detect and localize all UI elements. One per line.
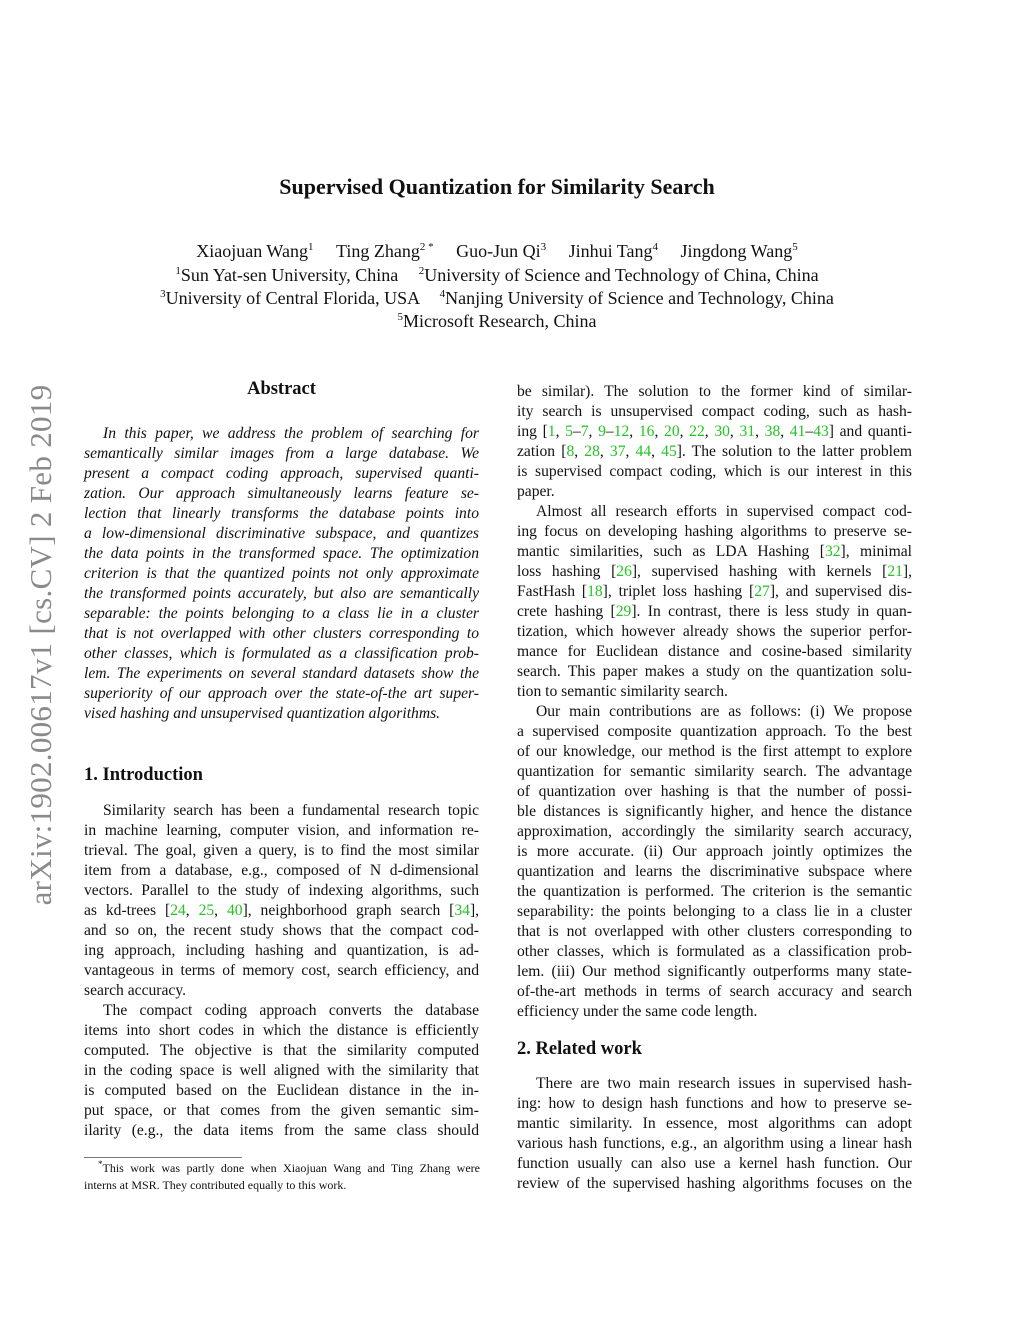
- paragraph: [517, 502, 912, 702]
- aff-name: University of Science and Technology of China, China: [424, 265, 819, 285]
- citation-link[interactable]: 22: [689, 423, 705, 440]
- footnote: [84, 1160, 480, 1194]
- text-line: mantic similarities, such as LDA Hashing [32], minimal: [517, 543, 912, 560]
- text-line: be similar). The solution to the former kind of similar-: [517, 383, 912, 400]
- author-name: Guo-Jun Qi: [456, 241, 541, 261]
- aff-sup: 4: [439, 288, 446, 300]
- affiliation: [419, 265, 819, 285]
- section-heading-related-work: 2. Related work: [517, 1039, 642, 1059]
- citation-link[interactable]: 28: [584, 443, 600, 460]
- paragraph: [517, 382, 912, 502]
- paper-title: Supervised Quantization for Similarity Search: [279, 174, 715, 199]
- citation-link[interactable]: 7: [580, 423, 589, 440]
- text-line: Almost all research efforts in supervised compact cod-: [536, 503, 912, 520]
- text-line: mance for Euclidean distance and cosine-based similarity: [517, 643, 912, 660]
- author: [681, 241, 798, 261]
- text-line: other classes, which is formulated as a classification prob-: [517, 943, 912, 960]
- abstract-body: [84, 424, 479, 724]
- citation-link[interactable]: 32: [824, 543, 841, 560]
- text-line: in machine learning, computer vision, and information re-: [84, 822, 479, 839]
- text-line: Similarity search has been a fundamental research topic: [103, 802, 479, 819]
- intro-right-column: [517, 382, 912, 1022]
- author: [336, 241, 434, 261]
- text-line: zation [8, 28, 37, 44, 45]. The solution to the latter problem: [517, 443, 912, 460]
- citation-link[interactable]: 12: [613, 423, 630, 440]
- text-line: various hash functions, e.g., an algorithm using a linear hash: [517, 1135, 912, 1152]
- author-name: Xiaojuan Wang: [196, 241, 308, 261]
- text-line: loss hashing [26], supervised hashing with kernels [21],: [517, 563, 913, 580]
- text-line: other classes, which is formulated as a classification prob-: [84, 645, 479, 662]
- aff-name: Nanjing University of Science and Technology, China: [445, 288, 834, 308]
- text-line: and so on, the recent study shows that the compact cod-: [84, 922, 479, 939]
- citation-link[interactable]: 34: [454, 902, 470, 919]
- author-sup: 2 *: [419, 241, 434, 253]
- text-line: ing approach, including hashing and quantization, is ad-: [84, 942, 479, 959]
- affiliation: [160, 288, 419, 308]
- related-work-body: [517, 1074, 912, 1194]
- paragraph: [84, 1001, 479, 1141]
- affiliation: [398, 311, 597, 331]
- citation-link[interactable]: 37: [609, 443, 626, 460]
- aff-name: Sun Yat-sen University, China: [180, 265, 399, 285]
- text-line: of-the-art methods in terms of search accuracy and search: [517, 983, 912, 1000]
- text-line: There are two main research issues in supervised hash-: [536, 1075, 912, 1092]
- text-line: in the coding space is well aligned with the similarity that: [84, 1062, 479, 1079]
- text-line: approximation, accordingly the similarity search accuracy,: [517, 823, 912, 840]
- citation-link[interactable]: 45: [661, 443, 677, 460]
- text-line: the transformed points accurately, but also are semantically: [84, 585, 479, 602]
- text-line: is more accurate. (ii) Our approach jointly optimizes the: [517, 843, 912, 860]
- text-line: a low-dimensional discriminative subspace, and quantizes: [84, 525, 479, 542]
- text-line: search. This paper makes a study on the quantization solu-: [517, 663, 912, 680]
- citation-link[interactable]: 21: [887, 563, 903, 580]
- section-heading-introduction: 1. Introduction: [84, 765, 203, 785]
- author: [569, 241, 658, 261]
- author-name: Jingdong Wang: [680, 241, 793, 261]
- text-line: put space, or that comes from the given semantic sim-: [84, 1102, 479, 1119]
- author-list: [0, 240, 994, 263]
- text-line: FastHash [18], triplet loss hashing [27], and supervised dis-: [517, 583, 912, 600]
- citation-link[interactable]: 26: [616, 563, 632, 580]
- aff-sup: 3: [160, 288, 166, 300]
- author-sup: 3: [540, 241, 547, 253]
- text-line: separability: the points belonging to a class lie in a cluster: [517, 903, 912, 920]
- text-line: of quantization over hashing is that the number of possi-: [517, 783, 912, 800]
- text-line: item from a database, e.g., composed of N d-dimensional: [84, 862, 479, 879]
- text-line: function usually can also use a kernel hash function. Our: [517, 1155, 912, 1172]
- text-line: the data points in the transformed space. The optimization: [84, 545, 479, 562]
- citation-link[interactable]: 16: [638, 423, 655, 440]
- text-line: quantization for semantic similarity search. The advantage: [517, 763, 912, 780]
- text-line: lem. (iii) Our method significantly outperforms many state-: [517, 963, 912, 980]
- text-line: vantageous in terms of memory cost, search efficiency, and: [84, 962, 479, 979]
- text-line: mantic similarity. In essence, most algorithms can adopt: [517, 1115, 912, 1132]
- citation-link[interactable]: 27: [754, 583, 770, 600]
- text-line: zation. Our approach simultaneously learns feature se-: [84, 485, 479, 502]
- text-line: is computed based on the Euclidean distance in the in-: [84, 1082, 479, 1099]
- footnote-line: [84, 1160, 480, 1177]
- author: [456, 241, 546, 261]
- text-line: Our main contributions are as follows: (i) We propose: [536, 703, 912, 720]
- text-line: crete hashing [29]. In contrast, there is less study in quan-: [517, 603, 912, 620]
- citation-link[interactable]: 44: [635, 443, 652, 460]
- text-line: criterion is that the quantized points not only approximate: [84, 565, 479, 582]
- text-line: a supervised composite quantization approach. To the best: [517, 723, 912, 740]
- affiliation-line: [0, 310, 994, 333]
- text-line: computed. The objective is that the similarity computed: [84, 1042, 479, 1059]
- citation-link[interactable]: 20: [664, 423, 680, 440]
- text-line: ity search is unsupervised compact coding, such as hash-: [517, 403, 912, 420]
- text-line: present a compact coding approach, supervised quanti-: [84, 465, 479, 482]
- text-line: lem. The experiments on several standard datasets show the: [84, 665, 479, 682]
- text-line: that is not overlapped with other clusters corresponding to: [517, 923, 912, 940]
- citation-link[interactable]: 24: [170, 902, 186, 919]
- citation-link[interactable]: 41: [789, 423, 806, 440]
- text-line: the quantization is performed. The criterion is the semantic: [517, 883, 912, 900]
- paragraph: [84, 424, 479, 724]
- text-line: lection that linearly transforms the database points into: [84, 505, 479, 522]
- affiliation: [440, 288, 834, 308]
- author-sup: 1: [307, 241, 314, 253]
- citation-link[interactable]: 5: [565, 423, 573, 440]
- arxiv-identifier: arXiv:1902.00617v1 [cs.CV] 2 Feb 2019: [23, 384, 58, 906]
- text-line: superiority of our approach over the state-of-the art super-: [84, 685, 479, 702]
- author-sup: 4: [652, 241, 658, 253]
- text-line: vised hashing and unsupervised quantization algorithms.: [84, 705, 441, 722]
- paragraph: [517, 1074, 912, 1194]
- text-line: separable: the points belonging to a class lie in a cluster: [84, 605, 479, 622]
- footnote-text: This work was partly done when Xiaojuan Wang and Ting Zhang were: [102, 1161, 480, 1175]
- affiliation: [175, 265, 398, 285]
- text-line: review of the supervised hashing algorithms focuses on the: [517, 1175, 912, 1192]
- text-line: items into short codes in which the distance is efficiently: [84, 1022, 479, 1039]
- citation-link[interactable]: 40: [226, 902, 243, 919]
- text-line: ing: how to design hash functions and how to preserve se-: [517, 1095, 912, 1112]
- text-line: of our knowledge, our method is the first attempt to explore: [517, 743, 912, 760]
- aff-sup: 2: [418, 265, 425, 277]
- text-line: tion to semantic similarity search.: [517, 683, 728, 700]
- affiliation-line: [0, 287, 994, 310]
- text-line: ble distances is significantly higher, and hence the distance: [517, 803, 912, 820]
- text-line: ing focus on developing hashing algorithms to preserve se-: [517, 523, 912, 540]
- abstract-heading: Abstract: [247, 379, 316, 399]
- footnote-line: interns at MSR. They contributed equally to this work.: [84, 1178, 347, 1192]
- text-line: paper.: [517, 483, 555, 500]
- citation-link[interactable]: 9: [598, 423, 606, 440]
- affiliation-line: [0, 264, 994, 287]
- text-line: that is not overlapped with other clusters corresponding to: [84, 625, 479, 642]
- author-sup: 5: [792, 241, 798, 253]
- citation-link[interactable]: 43: [813, 423, 829, 440]
- author-name: Jinhui Tang: [568, 241, 653, 261]
- text-line: ing [1, 5–7, 9–12, 16, 20, 22, 30, 31, 38, 41–43] and quanti-: [517, 423, 912, 440]
- footnote-mark: *: [98, 1159, 103, 1169]
- citation-link[interactable]: 1: [547, 423, 556, 440]
- text-line: semantically similar images from a large database. We: [84, 445, 479, 462]
- text-line: quantization and learns the discriminative subspace where: [517, 863, 912, 880]
- text-line: trieval. The goal, given a query, is to find the most similar: [84, 842, 479, 859]
- text-line: is supervised compact coding, which is our interest in this: [517, 463, 912, 480]
- text-line: vectors. Parallel to the study of indexing algorithms, such: [84, 882, 479, 899]
- aff-sup: 5: [397, 311, 404, 323]
- author: [196, 241, 313, 261]
- citation-link[interactable]: 25: [198, 902, 215, 919]
- footnote-rule: [84, 1157, 242, 1158]
- aff-name: University of Central Florida, USA: [165, 288, 420, 308]
- text-line: efficiency under the same code length.: [517, 1003, 758, 1020]
- citation-link[interactable]: 30: [714, 423, 730, 440]
- paragraph: [84, 801, 479, 1001]
- aff-name: Microsoft Research, China: [403, 311, 597, 331]
- text-line: as kd-trees [24, 25, 40], neighborhood graph search [34],: [84, 902, 480, 919]
- citation-link[interactable]: 8: [566, 443, 575, 460]
- paragraph: [517, 702, 912, 1022]
- author-name: Ting Zhang: [335, 241, 420, 261]
- citation-link[interactable]: 18: [587, 583, 603, 600]
- text-line: tization, which however already shows the superior perfor-: [517, 623, 912, 640]
- text-line: The compact coding approach converts the database: [103, 1002, 479, 1019]
- text-line: search accuracy.: [84, 982, 186, 999]
- citation-link[interactable]: 29: [615, 603, 632, 620]
- citation-link[interactable]: 38: [764, 423, 781, 440]
- text-line: In this paper, we address the problem of searching for: [103, 425, 479, 442]
- text-line: ilarity (e.g., the data items from the same class should: [84, 1122, 479, 1139]
- aff-sup: 1: [175, 265, 181, 277]
- citation-link[interactable]: 31: [739, 423, 756, 440]
- intro-paragraph-1: [84, 801, 479, 1141]
